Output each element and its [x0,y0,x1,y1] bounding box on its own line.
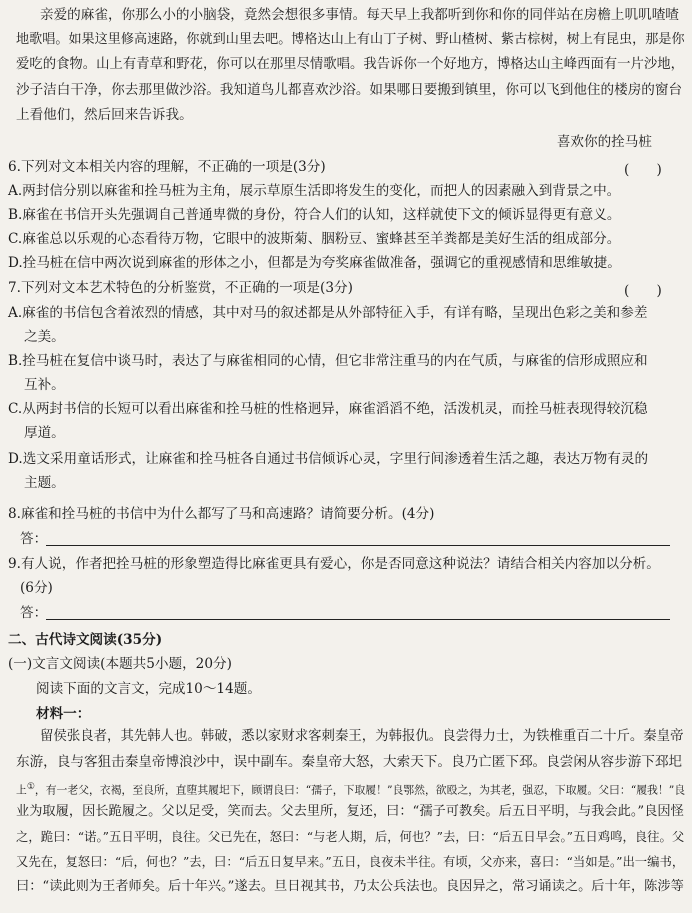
letter-line: 地歌唱。如果这里修高速路，你就到山里去吧。博格达山上有山丁子树、野山楂树、紫古棕树，树上有昆虫，那是你 [16,32,685,47]
question-7-option-a-cont: 之美。 [24,329,65,345]
question-7-option-a: A.麻雀的书信包含着浓烈的情感，其中对马的叙述都是从外部特征入手，有详有略，呈现出色彩之美和参差 [8,305,648,321]
question-7-option-b-cont: 互补。 [24,377,65,393]
section-2-instruction: 阅读下面的文言文，完成10～14题。 [36,681,261,697]
classical-text-line: 曰：“读此则为王者师矣。后十年兴。”遂去。旦日视其书，乃太公兵法也。良因异之，常习诵读之。后十年，陈涉等 [16,879,684,894]
question-6-option-a: A.两封信分别以麻雀和拴马桩为主角，展示草原生活即将发生的变化，而把人的因素融入到背景之中。 [8,183,621,199]
question-6-option-b: B.麻雀在书信开头先强调自己普通卑微的身份，符合人们的认知，这样就使下文的倾诉显得更有意义。 [8,207,621,223]
question-8-answer-line[interactable] [46,545,670,546]
question-6-answer-paren[interactable]: ( ) [624,162,662,178]
question-7-option-c-cont: 厚道。 [24,425,65,441]
footnote-marker[interactable]: ① [26,782,35,792]
letter-signature: 喜欢你的拴马桩 [556,134,652,150]
classical-text-line: 留侯张良者，其先韩人也。韩破，悉以家财求客刺秦王，为韩报仇。良尝得力士，为铁椎重百二十斤。秦皇帝 [40,729,684,744]
classical-text-line: 之，跪曰：“诺。”五日平明，良往。父已先在，怒曰：“与老人期，后，何也？”去，曰：“后五日早会。”五日鸡鸣，良往。父 [16,830,685,844]
question-9-answer-line[interactable] [46,619,670,620]
question-9-stem: 9.有人说，作者把拴马桩的形象塑造得比麻雀更具有爱心，你是否同意这种说法？请结合相关内容加以分析。 [8,556,660,572]
question-7-option-d-cont: 主题。 [24,475,65,491]
letter-line: 上看他们，然后回来告诉我。 [16,107,193,123]
classical-text-line: 又先在，复怒曰：“后，何也？”去，曰：“后五日复早来。”五日，良夜未半往。有顷，父亦来，喜曰：“当如是。”出一编书， [16,855,685,869]
classical-text-line: 业为取履，因长跪履之。父以足受，笑而去。父去里所，复还，曰：“孺子可教矣。后五日平明，与我会此。”良因怪 [16,804,684,819]
classical-text-line: 东游，良与客狙击秦皇帝博浪沙中，误中副车。秦皇帝大怒，大索天下。良乃亡匿下邳。良尝闲从容步游下邳圯 [16,754,683,770]
question-7-option-b: B.拴马桩在复信中谈马时，表达了与麻雀相同的心情，但它非常注重马的内在气质，与麻雀的信形成照应和 [8,353,648,369]
material-1-label: 材料一： [36,706,91,722]
question-7-option-c: C.从两封书信的长短可以看出麻雀和拴马桩的性格迥异，麻雀滔滔不绝，活泼机灵，而拴马桩表现得较沉稳 [8,401,648,417]
question-8-answer-label: 答： [20,531,48,547]
question-9-score: (6分) [20,580,53,596]
question-7-answer-paren[interactable]: ( ) [624,283,662,299]
question-7-stem: 7.下列对文本艺术特色的分析鉴赏，不正确的一项是(3分) [8,280,353,296]
question-6-option-d: D.拴马桩在信中两次说到麻雀的形体之小，但都是为夸奖麻雀做准备，强调它的重视感情和思维敏捷。 [8,255,621,271]
classical-text-line-3-rest: ，有一老父，衣褐，至良所，直堕其履圯下，顾谓良曰：“孺子，下取履！”良鄂然，欲殴之，为其老，强忍，下取履。父曰：“履我！”良 [34,783,686,797]
letter-line: 亲爱的麻雀，你那么小的小脑袋，竟然会想很多事情。每天早上我都听到你和你的同伴站在房檐上叽叽喳喳 [40,7,679,23]
classical-text-line-3 [16,778,685,800]
section-2-title: 二、古代诗文阅读(35分) [8,632,163,648]
section-2-subtitle: (一)文言文阅读(本题共5小题，20分) [8,656,232,672]
question-9-answer-label: 答： [20,605,48,621]
question-8-stem: 8.麻雀和拴马桩的书信中为什么都写了马和高速路？请简要分析。(4分) [8,506,435,522]
letter-line: 沙子洁白干净，你去那里做沙浴。我知道鸟儿都喜欢沙浴。如果哪日要搬到镇里，你可以飞到他住的楼房的窗台 [16,82,683,98]
question-7-option-d: D.选文采用童话形式，让麻雀和拴马桩各自通过书信倾诉心灵，字里行间渗透着生活之趣，表达万物有灵的 [8,451,649,467]
letter-line: 爱吃的食物。山上有青草和野花，你可以在那里尽情歌唱。我告诉你一个好地方，博格达山主峰西面有一片沙地， [16,57,684,72]
question-6-option-c: C.麻雀总以乐观的心态看待万物，它眼中的波斯菊、胭粉豆、蜜蜂甚至羊粪都是美好生活的组成部分。 [8,231,621,247]
question-6-stem: 6.下列对文本相关内容的理解，不正确的一项是(3分) [8,159,326,175]
classical-text-line-3-start: 上 [16,783,27,797]
